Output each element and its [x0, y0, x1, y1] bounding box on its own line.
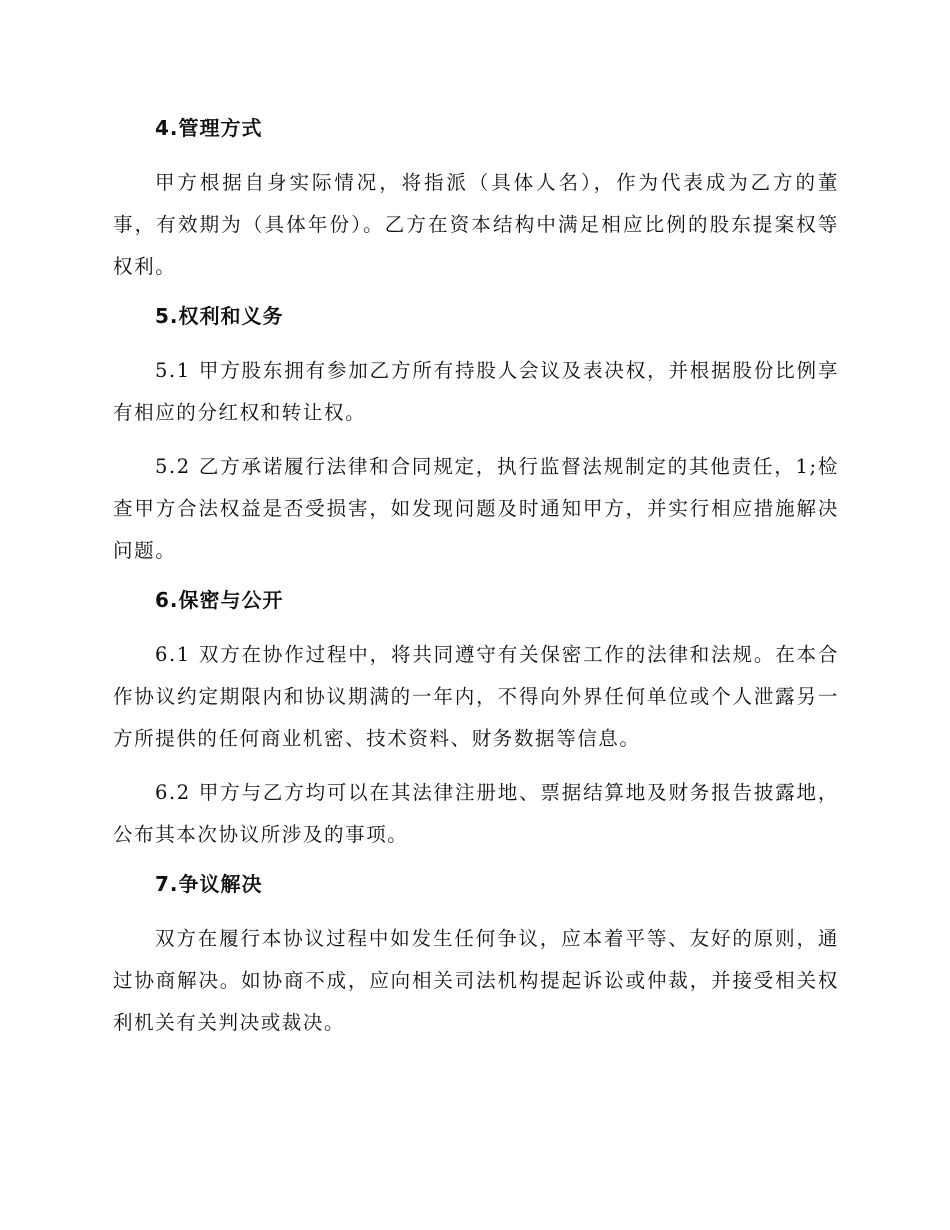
section-confidentiality [113, 584, 839, 856]
paragraph: 6.1 双方在协作过程中，将共同遵守有关保密工作的法律和法规。在本合作协议约定期限内和协议期满的一年内，不得向外界任何单位或个人泄露另一方所提供的任何商业机密、技术资料、财务数据等信息。 [113, 643, 839, 750]
paragraph: 5.1 甲方股东拥有参加乙方所有持股人会议及表决权，并根据股份比例享有相应的分红权和转让权。 [113, 359, 839, 424]
paragraph: 双方在履行本协议过程中如发生任何争议，应本着平等、友好的原则，通过协商解决。如协商不成，应向相关司法机构提起诉讼或仲裁，并接受相关权利机关有关判决或裁决。 [113, 927, 839, 1034]
section-management [113, 112, 839, 288]
section-heading: 5.权利和义务 [155, 304, 284, 328]
section-heading: 6.保密与公开 [155, 588, 284, 612]
paragraph: 5.2 乙方承诺履行法律和合同规定，执行监督法规制定的其他责任，1;检查甲方合法权益是否受损害，如发现问题及时通知甲方，并实行相应措施解决问题。 [113, 455, 839, 562]
section-heading: 7.争议解决 [155, 872, 263, 896]
paragraph: 甲方根据自身实际情况，将指派（具体人名），作为代表成为乙方的董事，有效期为（具体年份）。乙方在资本结构中满足相应比例的股东提案权等权利。 [113, 171, 839, 278]
document-body [113, 112, 839, 1056]
section-heading: 4.管理方式 [155, 116, 263, 140]
paragraph: 6.2 甲方与乙方均可以在其法律注册地、票据结算地及财务报告披露地，公布其本次协议所涉及的事项。 [113, 781, 839, 846]
section-rights-obligations [113, 300, 839, 572]
section-dispute-resolution [113, 868, 839, 1044]
